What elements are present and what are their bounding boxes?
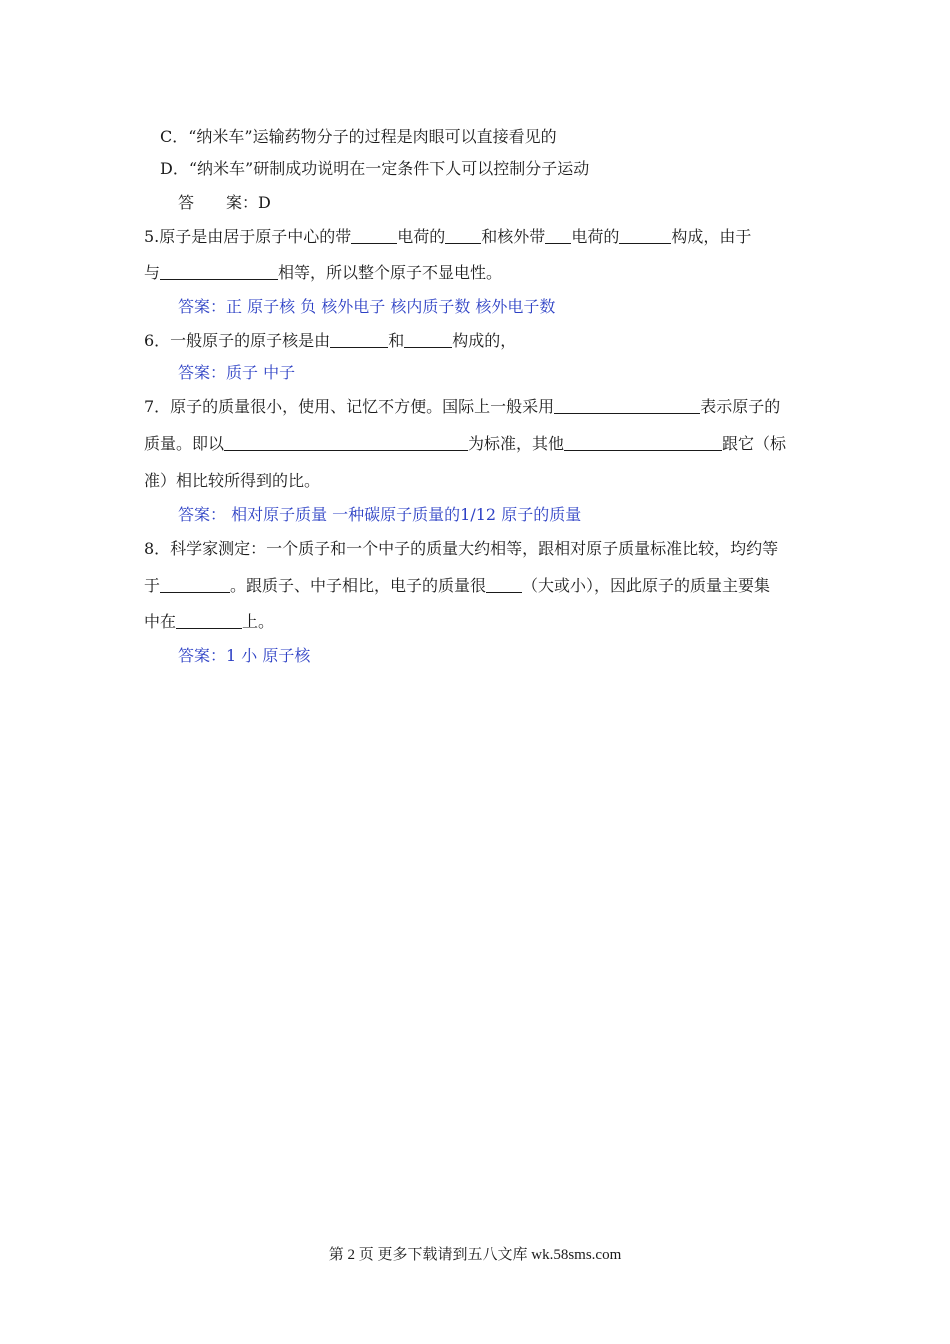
q6-text-2: 和	[388, 331, 405, 350]
option-d: D．“纳米车”研制成功说明在一定条件下人可以控制分子运动	[160, 159, 590, 178]
blank[interactable]	[160, 576, 230, 593]
question-8-line-2	[144, 575, 770, 597]
blank[interactable]	[554, 397, 700, 414]
q7-text-1: 7．原子的质量很小，使用、记忆不方便。国际上一般采用	[144, 397, 555, 416]
answer-5: 答案：正 原子核 负 核外电子 核内质子数 核外电子数	[178, 297, 556, 316]
blank[interactable]	[619, 227, 671, 244]
answer-7: 答案： 相对原子质量 一种碳原子质量的1/12 原子的质量	[178, 505, 582, 524]
q5-text-5: 构成，由于	[671, 227, 752, 246]
question-7-line-1	[144, 396, 780, 418]
question-8-line-1: 8．科学家测定：一个质子和一个中子的质量大约相等，跟相对原子质量标准比较，均约等	[144, 539, 779, 558]
blank[interactable]	[160, 263, 278, 280]
blank[interactable]	[330, 331, 388, 348]
blank[interactable]	[486, 576, 522, 593]
blank[interactable]	[176, 612, 242, 629]
page-footer: 第 2 页 更多下载请到五八文库 wk.58sms.com	[328, 1247, 622, 1263]
answer-8: 答案：1 小 原子核	[178, 646, 311, 665]
question-5-line-1	[144, 226, 751, 248]
blank[interactable]	[351, 227, 397, 244]
q5-text-3: 和核外带	[481, 227, 546, 246]
q8-text-2: 于	[144, 576, 161, 595]
q6-text-3: 构成的，	[452, 331, 517, 350]
q5-text-6: 与	[144, 263, 161, 282]
blank[interactable]	[404, 331, 452, 348]
blank[interactable]	[564, 434, 722, 451]
question-8-line-3	[144, 611, 274, 633]
blank[interactable]	[545, 227, 571, 244]
q8-text-5: 中在	[144, 612, 177, 631]
answer-6: 答案：质子 中子	[178, 363, 296, 382]
question-6	[144, 330, 516, 352]
question-7-line-3: 准）相比较所得到的比。	[144, 471, 321, 490]
blank[interactable]	[445, 227, 481, 244]
q5-text-1: 5.原子是由居于原子中心的带	[144, 227, 352, 246]
option-c: C．“纳米车”运输药物分子的过程是肉眼可以直接看见的	[160, 127, 557, 146]
q5-text-4: 电荷的	[571, 227, 620, 246]
q8-text-4: （大或小），因此原子的质量主要集	[522, 576, 771, 595]
q5-text-7: 相等，所以整个原子不显电性。	[278, 263, 503, 282]
question-7-line-2	[144, 433, 786, 455]
q8-text-3: 。跟质子、中子相比，电子的质量很	[230, 576, 487, 595]
q7-text-3: 质量。即以	[144, 434, 225, 453]
q7-text-2: 表示原子的	[700, 397, 781, 416]
answer-4: 答 案：D	[178, 193, 271, 212]
q7-text-4: 为标准，其他	[468, 434, 565, 453]
q5-text-2: 电荷的	[397, 227, 446, 246]
q8-text-6: 上。	[242, 612, 275, 631]
q7-text-5: 跟它（标	[722, 434, 787, 453]
blank[interactable]	[224, 434, 468, 451]
q6-text-1: 6．一般原子的原子核是由	[144, 331, 331, 350]
question-5-line-2	[144, 262, 502, 284]
